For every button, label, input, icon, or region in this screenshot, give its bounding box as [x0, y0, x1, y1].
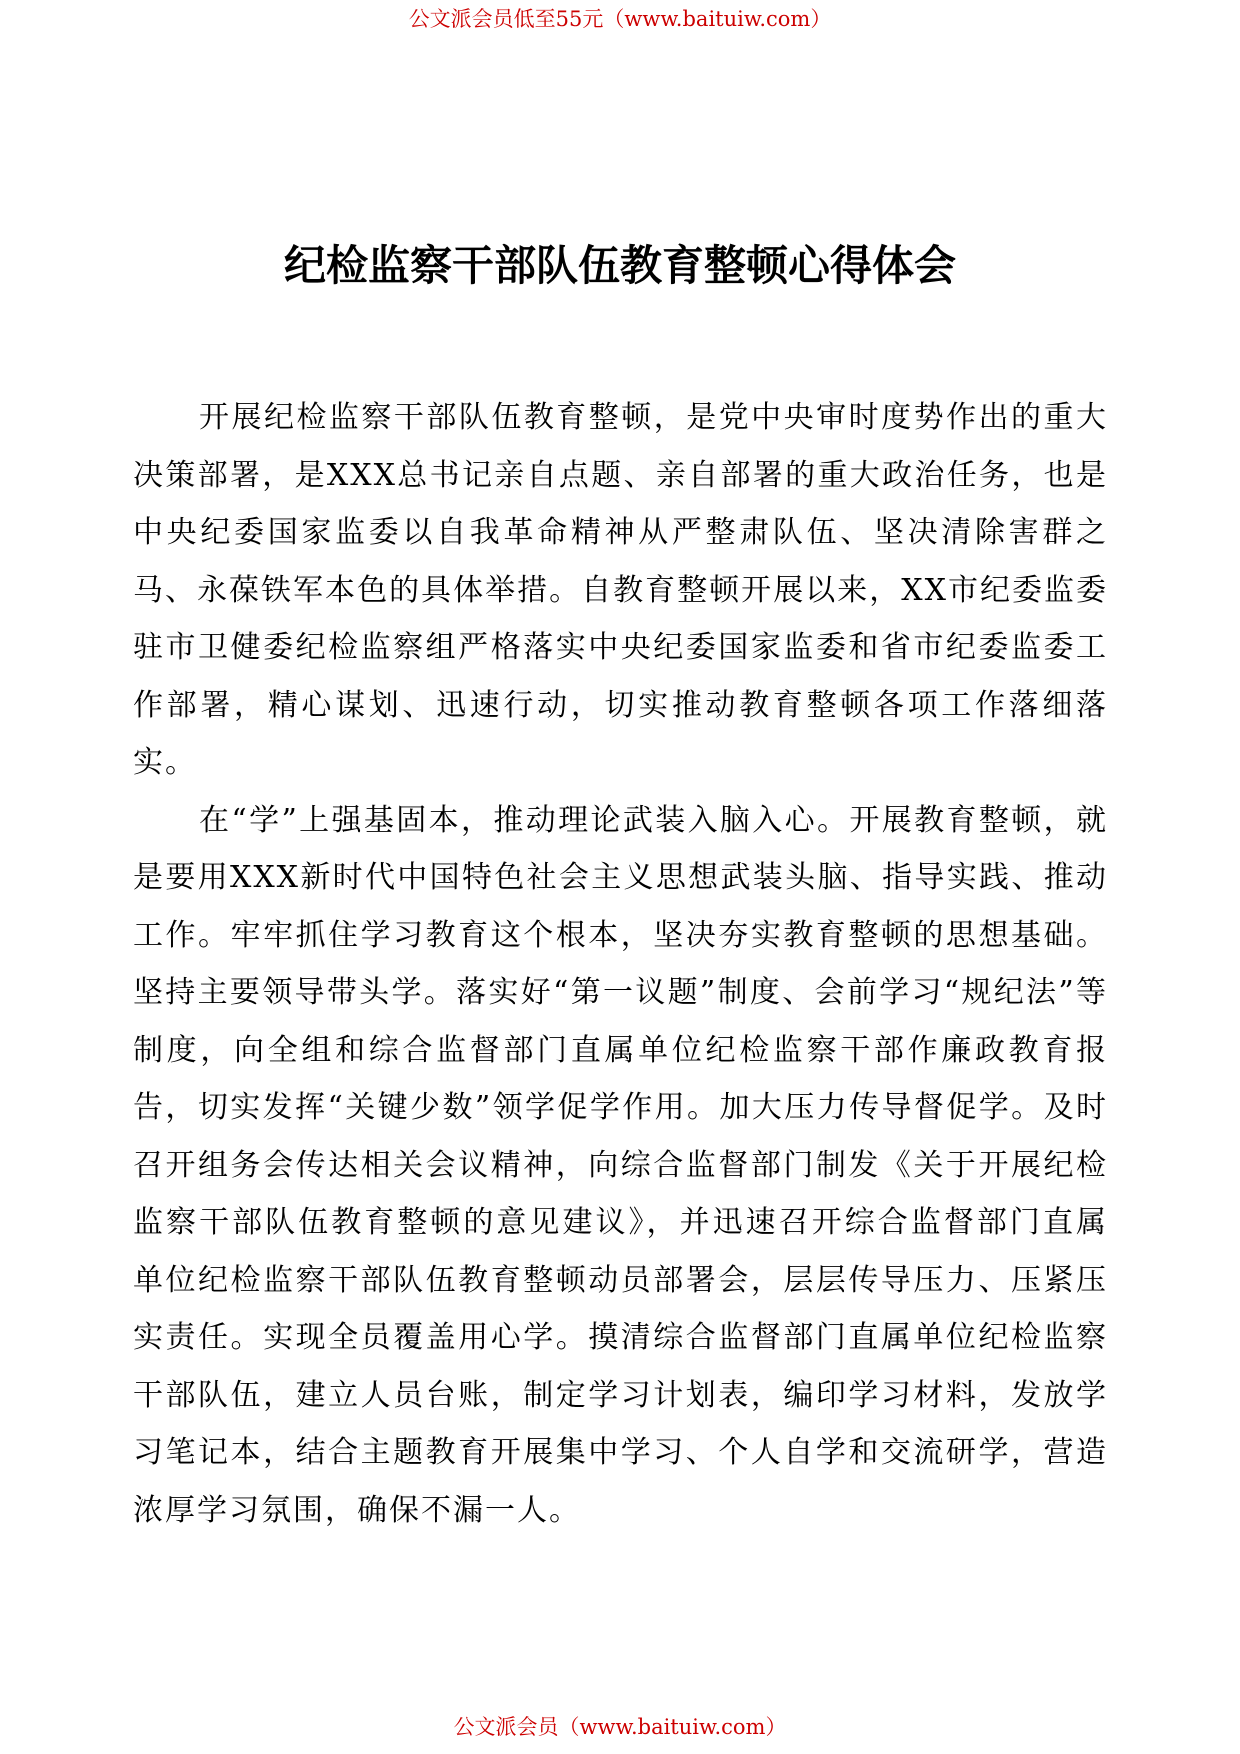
document-body — [133, 389, 1108, 1539]
footer-banner: 公文派会员（www.baituiw.com） — [453, 1715, 787, 1739]
document-title: 纪检监察干部队伍教育整顿心得体会 — [283, 241, 956, 291]
paragraph: 开展纪检监察干部队伍教育整顿，是党中央审时度势作出的重大决策部署，是XXX总书记亲自点题、亲自部署的重大政治任务，也是中央纪委国家监委以自我革命精神从严整肃队伍、坚决清除害群之马、永葆铁军本色的具体举措。自教育整顿开展以来，XX市纪委监委驻市卫健委纪检监察组严格落实中央纪委国家监委和省市纪委监委工作部署，精心谋划、迅速行动，切实推动教育整顿各项工作落细落实。 — [133, 400, 1108, 780]
header-banner: 公文派会员低至55元（www.baituiw.com） — [408, 7, 832, 31]
paragraph: 在“学”上强基固本，推动理论武装入脑入心。开展教育整顿，就是要用XXX新时代中国特色社会主义思想武装头脑、指导实践、推动工作。牢牢抓住学习教育这个根本，坚决夯实教育整顿的思想基础。坚持主要领导带头学。落实好“第一议题”制度、会前学习“规纪法”等制度，向全组和综合监督部门直属单位纪检监察干部作廉政教育报告，切实发挥“关键少数”领学促学作用。加大压力传导督促学。及时召开组务会传达相关会议精神，向综合监督部门制发《关于开展纪检监察干部队伍教育整顿的意见建议》，并迅速召开综合监督部门直属单位纪检监察干部队伍教育整顿动员部署会，层层传导压力、压紧压实责任。实现全员覆盖用心学。摸清综合监督部门直属单位纪检监察干部队伍，建立人员台账，制定学习计划表，编印学习材料，发放学习笔记本，结合主题教育开展集中学习、个人自学和交流研学，营造浓厚学习氛围，确保不漏一人。 — [133, 802, 1108, 1528]
